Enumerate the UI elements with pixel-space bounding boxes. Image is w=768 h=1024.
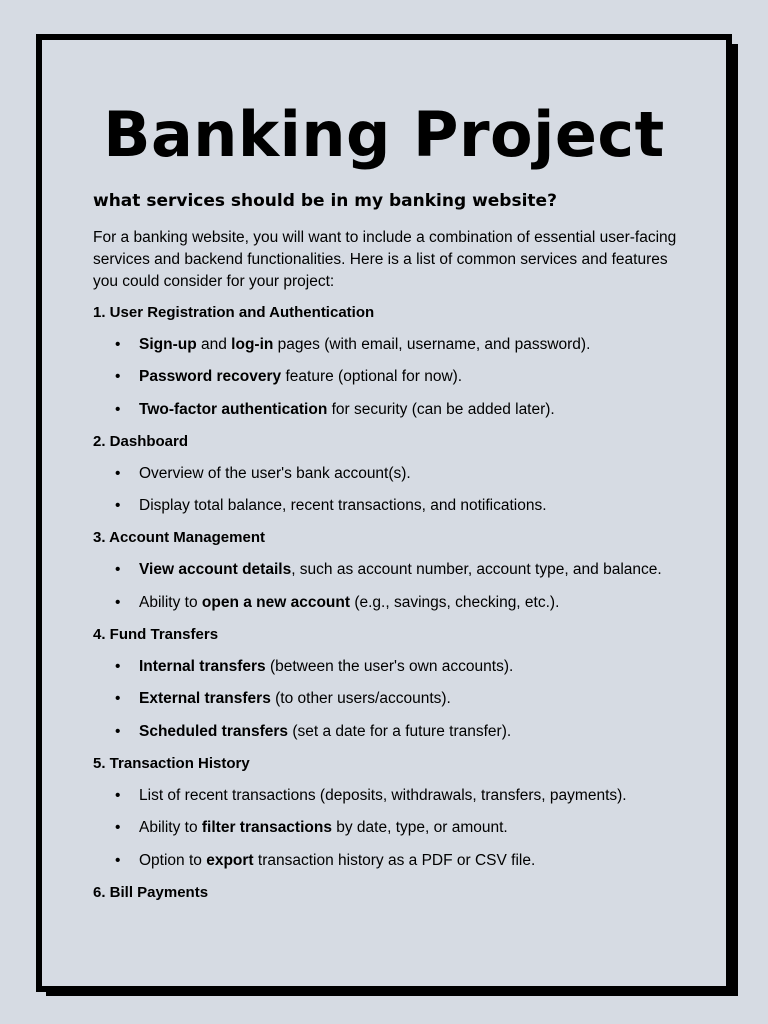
bullet-icon: • (115, 786, 121, 804)
bullet-icon: • (115, 690, 121, 708)
list-item: • Ability to filter transactions by date, type, or amount. (115, 817, 686, 839)
list-item: • Sign-up and log-in pages (with email, username, and password). (115, 334, 686, 356)
bullet-icon: • (115, 368, 121, 386)
section-list (93, 656, 686, 743)
list-item: • External transfers (to other users/accounts). (115, 688, 686, 710)
list-item: • Password recovery feature (optional for now). (115, 366, 686, 388)
intro-paragraph: For a banking website, you will want to include a combination of essential user-facing services and backend functionalities. Here is a list of common services and features you could consider for your project: (93, 229, 677, 290)
section-list (93, 334, 686, 421)
section-heading: 2. Dashboard (93, 432, 189, 450)
list-item: • Option to export transaction history as a PDF or CSV file. (115, 850, 686, 872)
section-heading: 5. Transaction History (93, 754, 250, 772)
section-heading: 6. Bill Payments (93, 883, 209, 901)
list-item: • Overview of the user's bank account(s). (115, 463, 686, 485)
list-item: • List of recent transactions (deposits, withdrawals, transfers, payments). (115, 785, 686, 807)
document-page (36, 34, 732, 992)
bullet-icon: • (115, 658, 121, 676)
bullet-icon: • (115, 400, 121, 418)
list-item: • Internal transfers (between the user's own accounts). (115, 656, 686, 678)
bullet-icon: • (115, 336, 121, 353)
list-item: • Scheduled transfers (set a date for a future transfer). (115, 721, 686, 743)
bullet-icon: • (115, 851, 121, 869)
section-list (93, 559, 686, 613)
list-item: • View account details, such as account number, account type, and balance. (115, 559, 686, 581)
list-item: • Two-factor authentication for security (can be added later). (115, 399, 686, 421)
bullet-icon: • (115, 593, 121, 611)
section-heading: 3. Account Management (93, 529, 265, 547)
bullet-icon: • (115, 819, 121, 837)
subtitle: what services should be in my banking website? (93, 191, 557, 211)
page-title: Banking Project (103, 98, 665, 171)
list-item: • Display total balance, recent transactions, and notifications. (115, 495, 686, 517)
section-heading: 4. Fund Transfers (93, 626, 219, 644)
section-heading: 1. User Registration and Authentication (93, 304, 375, 321)
bullet-icon: • (115, 464, 121, 482)
list-item: • Ability to open a new account (e.g., savings, checking, etc.). (115, 592, 686, 614)
section-list (93, 463, 686, 517)
document-content (93, 190, 686, 914)
section-list (93, 785, 686, 872)
bullet-icon: • (115, 561, 121, 579)
bullet-icon: • (115, 497, 121, 515)
bullet-icon: • (115, 722, 121, 740)
